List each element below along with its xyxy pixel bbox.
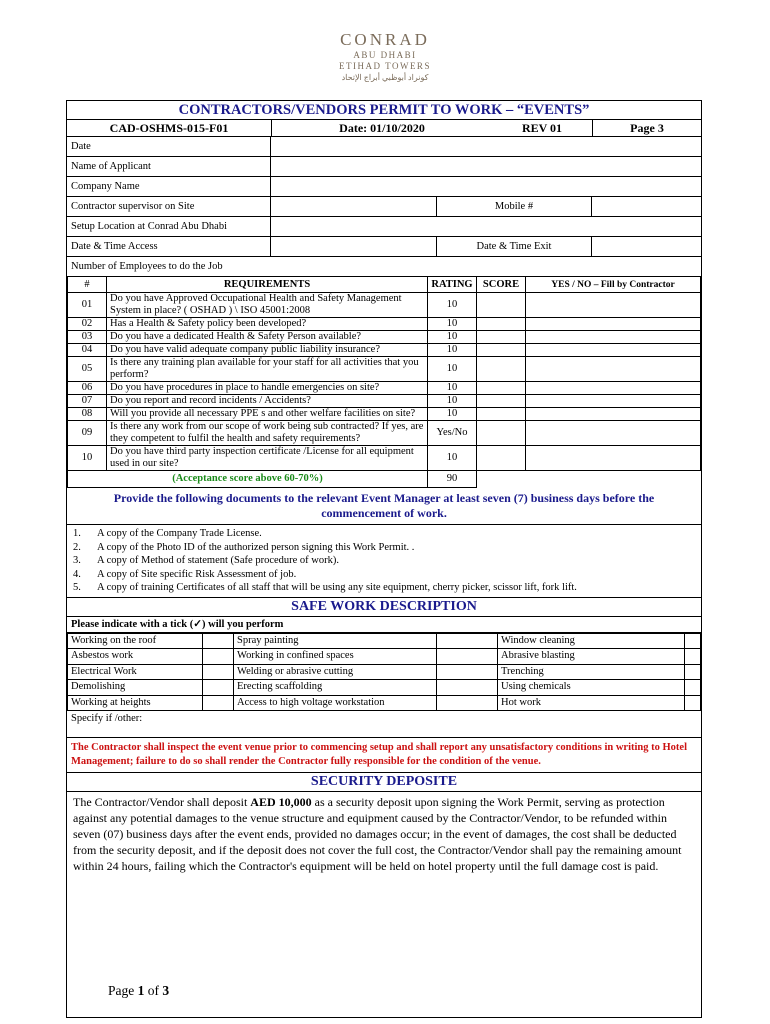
mobile-field[interactable]	[592, 197, 701, 216]
specify-other-field[interactable]	[67, 711, 701, 738]
tick-box[interactable]	[437, 664, 498, 680]
list-number: 5.	[73, 582, 81, 593]
form-meta	[67, 120, 701, 137]
employees-field[interactable]	[271, 257, 701, 276]
acceptance-note: (Acceptance score above 60-70%)	[68, 471, 428, 488]
req-yesno-field[interactable]	[526, 357, 701, 382]
location-row	[67, 217, 701, 237]
req-yesno-field[interactable]	[526, 293, 701, 318]
req-rating: 10	[428, 408, 477, 421]
total-row	[68, 471, 701, 488]
req-yesno-field[interactable]	[526, 421, 701, 446]
applicant-field[interactable]	[271, 157, 701, 176]
logo-property: ETIHAD TOWERS	[339, 61, 431, 71]
table-row	[68, 408, 701, 421]
tick-box[interactable]	[203, 664, 234, 680]
list-text: A copy of training Certificates of all staff that will be using any site equipment, cherry picker, scissor lift, fork lift.	[97, 582, 577, 593]
tick-instruction: Please indicate with a tick (✓) will you perform	[67, 617, 701, 633]
safe-work-title: SAFE WORK DESCRIPTION	[67, 598, 701, 617]
exit-field[interactable]	[592, 237, 701, 256]
tick-box[interactable]	[203, 649, 234, 665]
req-rating: 10	[428, 395, 477, 408]
deposit-intro: The Contractor/Vendor shall deposit	[73, 795, 251, 809]
req-num: 04	[68, 344, 107, 357]
security-deposit-text	[67, 792, 701, 876]
list-text: A copy of Method of statement (Safe procedure of work).	[97, 555, 340, 566]
list-item	[73, 568, 695, 582]
table-row	[68, 344, 701, 357]
list-number: 4.	[73, 568, 81, 580]
inspection-warning: The Contractor shall inspect the event venue prior to commencing setup and shall report any unsatisfactory conditions in writing to Hotel Management; failure to do so shall render the Contractor fully responsible for the condition of the venue.	[67, 738, 701, 773]
req-score-field[interactable]	[477, 408, 526, 421]
page-total: 3	[162, 983, 170, 998]
access-row	[67, 237, 701, 257]
req-num: 02	[68, 318, 107, 331]
work-label: Erecting scaffolding	[234, 680, 437, 696]
req-text: Do you have Approved Occupational Health and Safety Management System in place? ( OSHAD ) \ ISO 45001:2008	[107, 293, 428, 318]
table-row	[68, 331, 701, 344]
req-num: 03	[68, 331, 107, 344]
work-label: Demolishing	[68, 680, 203, 696]
requirements-table	[67, 276, 701, 488]
table-row	[68, 664, 701, 680]
req-yesno-field[interactable]	[526, 344, 701, 357]
form-rev: REV 01	[492, 120, 593, 136]
tick-box[interactable]	[685, 649, 701, 665]
req-num: 07	[68, 395, 107, 408]
list-text: A copy of Site specific Risk Assessment of job.	[97, 568, 297, 580]
header-requirements: REQUIREMENTS	[107, 277, 428, 293]
req-text: Do you have procedures in place to handle emergencies on site?	[107, 382, 428, 395]
provide-notice: Provide the following documents to the relevant Event Manager at least seven (7) business days before the commencement of work.	[67, 488, 701, 525]
req-score-field[interactable]	[477, 318, 526, 331]
applicant-row	[67, 157, 701, 177]
tick-box[interactable]	[685, 695, 701, 711]
header-rating: RATING	[428, 277, 477, 293]
req-num: 01	[68, 293, 107, 318]
tick-box[interactable]	[685, 633, 701, 649]
list-item	[73, 581, 695, 595]
date-row	[67, 137, 701, 157]
list-item	[73, 527, 695, 541]
req-score-field[interactable]	[477, 382, 526, 395]
conrad-logo	[0, 30, 770, 83]
req-num: 09	[68, 421, 107, 446]
deposit-terms: as a security deposit upon signing the Work Permit, serving as protection against any potential damages to the venue structure and equipment caused by the Contractor/Vendor, to be refunded within seven (07) business days after the event ends, provided no damages occur; in the event of damages, the cost shall be deducted from the security deposit, and if the deposit does not cover the full cost, the Contractor/Vendor shall pay the remaining amount within 24 hours, failing which the Contractor's equipment will be held on hotel property until the full damage cost is paid.	[73, 795, 682, 873]
work-label: Working in confined spaces	[234, 649, 437, 665]
documents-list	[67, 525, 701, 598]
req-yesno-field[interactable]	[526, 446, 701, 471]
table-row	[68, 357, 701, 382]
work-label: Access to high voltage workstation	[234, 695, 437, 711]
list-text: A copy of the Photo ID of the authorized person signing this Work Permit. .	[97, 541, 415, 553]
logo-city: ABU DHABI	[353, 50, 417, 60]
total-score-field	[477, 471, 526, 488]
page-number	[108, 983, 169, 999]
table-row	[68, 680, 701, 696]
company-label: Company Name	[67, 177, 271, 196]
table-row	[68, 293, 701, 318]
req-num: 08	[68, 408, 107, 421]
req-score-field[interactable]	[477, 357, 526, 382]
table-row	[68, 318, 701, 331]
company-row	[67, 177, 701, 197]
list-number: 1.	[73, 528, 81, 539]
req-text: Do you have valid adequate company public liability insurance?	[107, 344, 428, 357]
tick-box[interactable]	[203, 695, 234, 711]
list-item	[73, 541, 695, 555]
access-field[interactable]	[271, 237, 437, 256]
req-rating: 10	[428, 446, 477, 471]
tick-box[interactable]	[437, 633, 498, 649]
logo-brand: CONRAD	[340, 30, 430, 49]
deposit-amount: AED 10,000	[250, 795, 312, 809]
table-row	[68, 649, 701, 665]
tick-box[interactable]	[437, 649, 498, 665]
req-rating: 10	[428, 331, 477, 344]
req-score-field[interactable]	[477, 344, 526, 357]
requirements-header	[68, 277, 701, 293]
form-page: Page 3	[630, 121, 664, 135]
req-score-field[interactable]	[477, 331, 526, 344]
logo-arabic: كونراد أبوظبي أبراج الإتحاد	[341, 73, 429, 82]
list-number: 2.	[73, 541, 81, 553]
header-num: #	[68, 277, 107, 293]
req-yesno-field[interactable]	[526, 408, 701, 421]
exit-label: Date & Time Exit	[437, 237, 592, 256]
employees-label: Number of Employees to do the Job	[71, 261, 223, 272]
req-num: 06	[68, 382, 107, 395]
header-yesno: YES / NO – Fill by Contractor	[526, 277, 701, 293]
tick-box[interactable]	[203, 680, 234, 696]
req-rating: Yes/No	[428, 421, 477, 446]
total-rating: 90	[428, 471, 477, 488]
supervisor-row	[67, 197, 701, 217]
list-item	[73, 554, 695, 568]
table-row	[68, 446, 701, 471]
access-label: Date & Time Access	[67, 237, 271, 256]
form-title: CONTRACTORS/VENDORS PERMIT TO WORK – “EVENTS”	[67, 101, 701, 120]
table-row	[68, 395, 701, 408]
form-code: CAD-OSHMS-015-F01	[67, 120, 272, 136]
header-score: SCORE	[477, 277, 526, 293]
applicant-label: Name of Applicant	[67, 157, 271, 176]
list-number: 3.	[73, 555, 81, 566]
work-label: Window cleaning	[498, 633, 685, 649]
tick-box[interactable]	[437, 695, 498, 711]
tick-box[interactable]	[203, 633, 234, 649]
list-text: A copy of the Company Trade License.	[97, 528, 262, 539]
page-of: of	[147, 983, 159, 998]
req-text: Do you have a dedicated Health & Safety Person available?	[107, 331, 428, 344]
req-text: Is there any training plan available for your staff for all activities that you perform?	[107, 357, 428, 382]
location-field[interactable]	[271, 217, 701, 236]
tick-box[interactable]	[685, 664, 701, 680]
req-yesno-field[interactable]	[526, 382, 701, 395]
work-label: Working on the roof	[68, 633, 203, 649]
req-text: Do you report and record incidents / Accidents?	[107, 395, 428, 408]
page-word: Page	[108, 983, 135, 998]
specify-label: Specify if /other:	[71, 713, 143, 724]
tick-box[interactable]	[685, 680, 701, 696]
date-field[interactable]	[271, 137, 701, 156]
req-text: Will you provide all necessary PPE s and other welfare facilities on site?	[107, 408, 428, 421]
page-current: 1	[137, 983, 145, 998]
req-text: Do you have third party inspection certificate /License for all equipment used in our site?	[107, 446, 428, 471]
tick-box[interactable]	[437, 680, 498, 696]
mobile-label: Mobile #	[437, 197, 592, 216]
req-rating: 10	[428, 318, 477, 331]
form-date: Date: 01/10/2020	[339, 121, 425, 135]
req-yesno-field[interactable]	[526, 395, 701, 408]
work-label: Abrasive blasting	[498, 649, 685, 665]
work-label: Hot work	[498, 695, 685, 711]
employees-row	[67, 257, 701, 276]
table-row	[68, 633, 701, 649]
work-label: Trenching	[498, 664, 685, 680]
req-rating: 10	[428, 344, 477, 357]
work-label: Asbestos work	[68, 649, 203, 665]
work-label: Welding or abrasive cutting	[234, 664, 437, 680]
req-text: Has a Health & Safety policy been developed?	[107, 318, 428, 331]
total-empty	[526, 471, 701, 488]
table-row	[68, 695, 701, 711]
req-num: 10	[68, 446, 107, 471]
req-score-field[interactable]	[477, 395, 526, 408]
req-yesno-field[interactable]	[526, 318, 701, 331]
work-type-table	[67, 633, 701, 712]
supervisor-label: Contractor supervisor on Site	[67, 197, 271, 216]
req-num: 05	[68, 357, 107, 382]
date-label: Date	[67, 137, 271, 156]
supervisor-field[interactable]	[271, 197, 437, 216]
work-label: Electrical Work	[68, 664, 203, 680]
req-text: Is there any work from our scope of work being sub contracted? If yes, are they competent to fulfil the health and safety requirements?	[107, 421, 428, 446]
location-label: Setup Location at Conrad Abu Dhabi	[67, 217, 271, 236]
company-field[interactable]	[271, 177, 701, 196]
req-rating: 10	[428, 357, 477, 382]
req-score-field[interactable]	[477, 421, 526, 446]
req-rating: 10	[428, 382, 477, 395]
req-yesno-field[interactable]	[526, 331, 701, 344]
table-row	[68, 382, 701, 395]
permit-form	[66, 100, 702, 1018]
work-label: Spray painting	[234, 633, 437, 649]
req-rating: 10	[428, 293, 477, 318]
req-score-field[interactable]	[477, 446, 526, 471]
req-score-field[interactable]	[477, 293, 526, 318]
work-label: Using chemicals	[498, 680, 685, 696]
work-label: Working at heights	[68, 695, 203, 711]
security-deposit-title: SECURITY DEPOSITE	[67, 773, 701, 792]
table-row	[68, 421, 701, 446]
